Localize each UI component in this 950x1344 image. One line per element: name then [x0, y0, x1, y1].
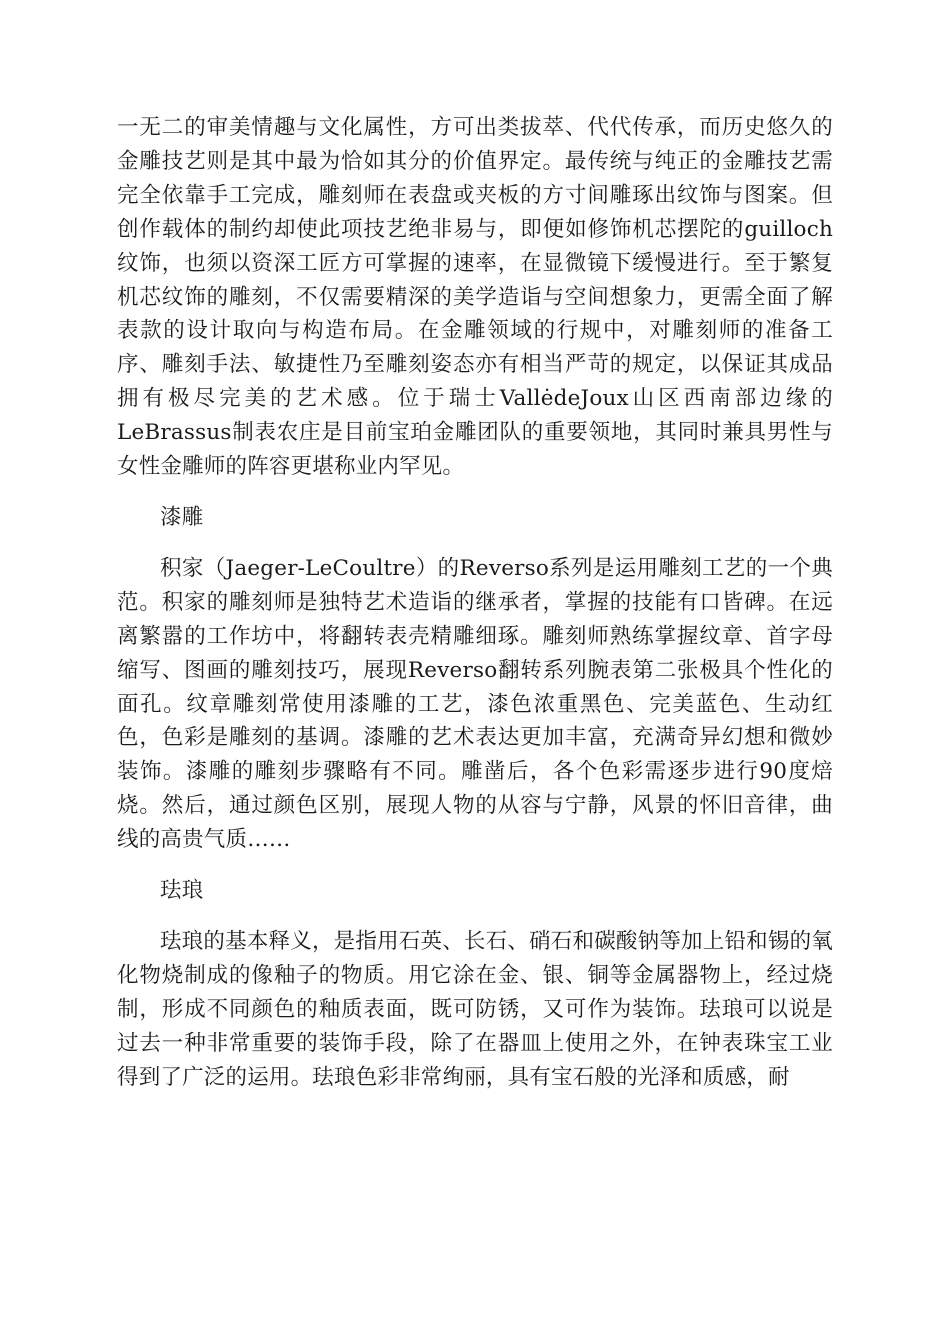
enamel-paragraph: 珐琅的基本释义，是指用石英、长石、硝石和碳酸钠等加上铅和锡的氧化物烧制成的像釉子的物质。用它涂在金、银、铜等金属器物上，经过烧制，形成不同颜色的釉质表面，既可防锈，又可作为装饰。珐琅可以说是过去一种非常重要的装饰手段，除了在器皿上使用之外，在钟表珠宝工业得到了广泛的运用。珐琅色彩非常绚丽，具有宝石般的光泽和质感，耐 — [117, 928, 833, 1090]
section-heading-enamel: 珐琅 — [160, 878, 204, 904]
section-heading-lacquer: 漆雕 — [160, 504, 204, 530]
intro-paragraph: 一无二的审美情趣与文化属性，方可出类拔萃、代代传承，而历史悠久的金雕技艺则是其中最为恰如其分的价值界定。最传统与纯正的金雕技艺需完全依靠手工完成，雕刻师在表盘或夹板的方寸间雕琢出纹饰与图案。但创作载体的制约却使此项技艺绝非易与，即便如修饰机芯摆陀的guilloch纹饰，也须以资深工匠方可掌握的速率，在显微镜下缓慢进行。至于繁复机芯纹饰的雕刻，不仅需要精深的美学造诣与空间想象力，更需全面了解表款的设计取向与构造布局。在金雕领域的行规中，对雕刻师的准备工序、雕刻手法、敏捷性乃至雕刻姿态亦有相当严苛的规定，以保证其成品拥有极尽完美的艺术感。位于瑞士VallėdeJoux山区西南部边缘的LeBrassus制表农庄是目前宝珀金雕团队的重要领地，其同时兼具男性与女性金雕师的阵容更堪称业内罕见。 — [117, 115, 833, 480]
lacquer-paragraph: 积家（Jaeger-LeCoultre）的Reverso系列是运用雕刻工艺的一个典范。积家的雕刻师是独特艺术造诣的继承者，掌握的技能有口皆碑。在远离繁嚣的工作坊中，将翻转表壳精雕细琢。雕刻师熟练掌握纹章、首字母缩写、图画的雕刻技巧，展现Reverso翻转系列腕表第二张极具个性化的面孔。纹章雕刻常使用漆雕的工艺，漆色浓重黑色、完美蓝色、生动红色，色彩是雕刻的基调。漆雕的艺术表达更加丰富，充满奇异幻想和微妙装饰。漆雕的雕刻步骤略有不同。雕凿后，各个色彩需逐步进行90度焙烧。然后，通过颜色区别，展现人物的从容与宁静，风景的怀旧音律，曲线的高贵气质…… — [117, 555, 833, 853]
document-body — [117, 111, 833, 1094]
